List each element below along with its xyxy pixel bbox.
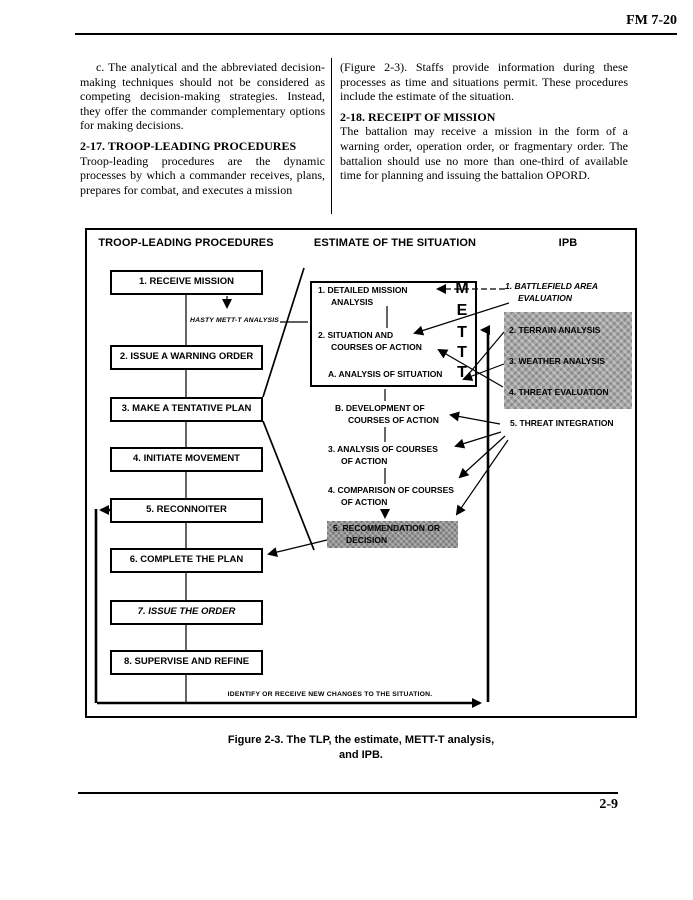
mett-t-letter-m: M [455,280,469,297]
figure-caption-line1: Figure 2-3. The TLP, the estimate, METT-T analysis, [227,734,495,746]
tlp-step-8-supervise-and-refine: 8. SUPERVISE AND REFINE [110,650,263,675]
ipb-item-1-line2: EVALUATION [518,292,572,303]
page-header-manual-id: FM 7-20 [626,13,677,28]
estimate-item-5-line2: DECISION [346,534,388,545]
ipb-item-1-battlefield-area-evaluation [505,281,625,304]
estimate-item-5-line1: 5. RECOMMENDATION OR [333,523,441,533]
tlp-step-1-receive-mission: 1. RECEIVE MISSION [110,270,263,295]
ipb-item-3-weather-analysis: 3. WEATHER ANALYSIS [509,356,606,366]
tlp-step-3-make-tentative-plan: 3. MAKE A TENTATIVE PLAN [110,397,263,422]
estimate-item-b-line2: COURSES OF ACTION [348,414,439,425]
paragraph-figure-ref: (Figure 2-3). Staffs provide information during these processes as time and situations permit. These procedures include the estimate of the situation. [340,60,628,104]
estimate-item-a: A. ANALYSIS OF SITUATION [328,369,443,379]
estimate-item-2-line2: COURSES OF ACTION [331,341,422,352]
mett-t-letter-t3: T [457,364,467,381]
estimate-item-1-line2: ANALYSIS [331,296,374,307]
column-header-tlp: TROOP-LEADING PROCEDURES [98,237,274,249]
estimate-item-b-line1: B. DEVELOPMENT OF [335,403,425,413]
heading-2-17: 2-17. TROOP-LEADING PROCEDURES [80,138,297,153]
ipb-item-1-line1: 1. BATTLEFIELD AREA [505,281,599,291]
paragraph-c: c. The analytical and the abbreviated decision-making techniques should not be considered as competing decision-making strategies. Instead, they offer the commander complementary options for making decisions. [80,60,325,133]
tlp-step-6-complete-the-plan: 6. COMPLETE THE PLAN [110,548,263,573]
hasty-mett-t-label: HASTY METT-T ANALYSIS [190,317,280,324]
ipb-item-4-threat-evaluation: 4. THREAT EVALUATION [509,387,609,397]
estimate-item-1-line1: 1. DETAILED MISSION [318,285,408,295]
tlp-step-2-issue-warning-order: 2. ISSUE A WARNING ORDER [110,345,263,370]
left-column [80,60,325,197]
tlp-step-5-reconnoiter: 5. RECONNOITER [110,498,263,523]
estimate-item-1 [318,285,430,308]
mett-t-letter-t1: T [457,324,467,341]
estimate-item-b [335,403,447,426]
paragraph-2-17: Troop-leading procedures are the dynamic processes by which a commander receives, plans, prepares for combat, and executes a mission [80,153,325,197]
feedback-loop-label: IDENTIFY OR RECEIVE NEW CHANGES TO THE SITUATION. [227,691,433,698]
paragraph-2-18: The battalion may receive a mission in the form of a warning order, operation order, or fragmentary order. The battalion should use no more than one-third of available time for planning and issuing the battalion OPORD. [340,124,628,183]
heading-2-18: 2-18. RECEIPT OF MISSION [340,109,496,124]
tlp-step-4-initiate-movement: 4. INITIATE MOVEMENT [110,447,263,472]
estimate-item-4-line1: 4. COMPARISON OF COURSES [328,485,454,495]
column-divider [331,58,332,214]
header-rule [75,33,677,35]
column-header-estimate: ESTIMATE OF THE SITUATION [313,237,477,249]
estimate-item-4-line2: OF ACTION [341,496,388,507]
estimate-item-2 [318,330,430,353]
estimate-item-3-line2: OF ACTION [341,455,388,466]
estimate-item-3 [328,444,453,467]
ipb-item-2-terrain-analysis: 2. TERRAIN ANALYSIS [509,325,601,335]
estimate-item-3-line1: 3. ANALYSIS OF COURSES [328,444,438,454]
right-column [340,60,628,183]
ipb-item-5-threat-integration: 5. THREAT INTEGRATION [510,418,614,428]
footer-rule [78,792,618,794]
figure-caption [200,733,522,763]
tlp-step-7-issue-the-order: 7. ISSUE THE ORDER [110,600,263,625]
mett-t-letter-e: E [456,302,468,319]
estimate-item-4 [328,485,463,508]
estimate-item-5-recommendation [327,521,458,548]
column-header-ipb: IPB [558,237,578,249]
figure-caption-line2: and IPB. [338,749,383,761]
page-number: 2-9 [599,797,618,812]
estimate-item-2-line1: 2. SITUATION AND [318,330,394,340]
mett-t-letter-t2: T [457,344,467,361]
